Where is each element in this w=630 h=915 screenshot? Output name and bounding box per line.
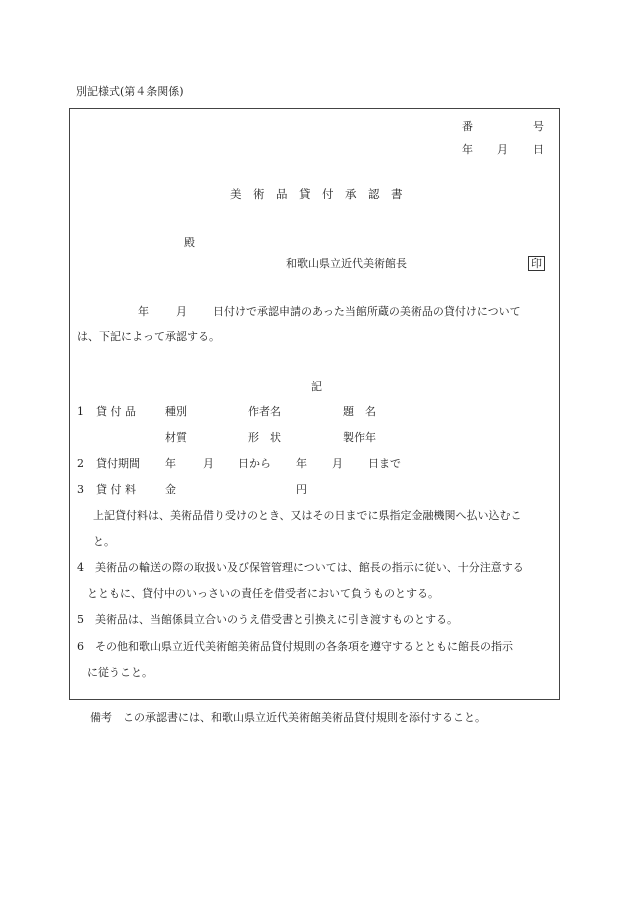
item2-year-to: 年	[296, 457, 307, 470]
item3-label: 貸 付 料	[96, 483, 136, 496]
item1-production-year: 製作年	[343, 431, 376, 444]
item3-note-line-1: 上記貸付料は、美術品借り受けのとき、又はその日までに県指定金融機関へ払い込むこ	[93, 509, 522, 522]
item3-money: 金	[165, 483, 176, 496]
item1-title: 題 名	[343, 405, 376, 418]
date-day: 日	[533, 143, 544, 156]
item1-number: 1	[77, 405, 84, 418]
item2-number: 2	[77, 457, 84, 470]
form-label: 別記様式(第４条関係)	[76, 85, 184, 98]
item6-line-2: に従うこと。	[87, 666, 153, 679]
item3-yen: 円	[296, 483, 307, 496]
remark-note: 備考 この承認書には、和歌山県立近代美術館美術品貸付規則を添付すること。	[90, 711, 486, 724]
item1-author: 作者名	[248, 405, 281, 418]
item3-note-line-2: と。	[93, 535, 115, 548]
item2-day-from: 日から	[238, 457, 271, 470]
item1-kind: 種別	[165, 405, 187, 418]
intro-year: 年	[138, 305, 149, 318]
item5-line-1: 5 美術品は、当館係員立合いのうえ借受書と引換えに引き渡すものとする。	[77, 613, 458, 626]
document-title: 美 術 品 貸 付 承 認 書	[230, 187, 403, 201]
item4-line-1: 4 美術品の輸送の際の取扱い及び保管管理については、館長の指示に従い、十分注意する	[77, 561, 524, 574]
item2-month-to: 月	[332, 457, 343, 470]
date-month: 月	[497, 143, 508, 156]
intro-line-1: 日付けで承認申請のあった当館所蔵の美術品の貸付けについて	[213, 305, 521, 318]
issuer-name: 和歌山県立近代美術館長	[286, 257, 407, 270]
item6-line-1: 6 その他和歌山県立近代美術館美術品貸付規則の各条項を遵守するとともに館長の指示	[77, 640, 513, 653]
number-suffix: 号	[533, 120, 544, 133]
item1-material: 材質	[165, 431, 187, 444]
item2-month-from: 月	[203, 457, 214, 470]
number-label: 番	[462, 120, 473, 133]
intro-month: 月	[176, 305, 187, 318]
item2-label: 貸付期間	[96, 457, 140, 470]
ki-heading: 記	[311, 380, 322, 393]
item2-year-from: 年	[165, 457, 176, 470]
addressee-suffix: 殿	[184, 236, 195, 249]
item1-label: 貸 付 品	[96, 405, 136, 418]
item3-number: 3	[77, 483, 84, 496]
item1-shape: 形 状	[248, 431, 281, 444]
seal-mark: 印	[528, 256, 545, 271]
date-year: 年	[462, 143, 473, 156]
item2-day-to: 日まで	[368, 457, 401, 470]
item4-line-2: とともに、貸付中のいっさいの責任を借受者において負うものとする。	[87, 587, 439, 600]
intro-line-2: は、下記によって承認する。	[77, 330, 220, 343]
